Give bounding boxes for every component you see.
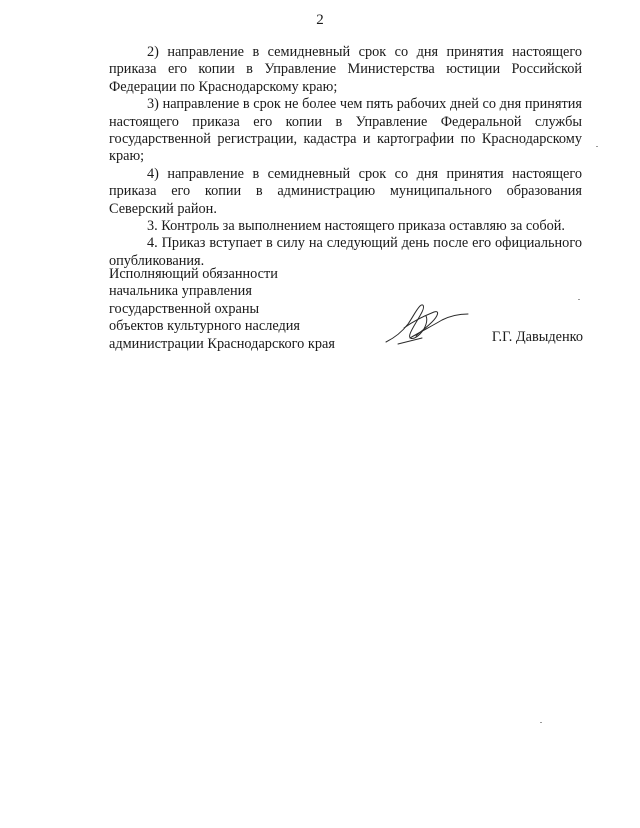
position-line: начальника управления <box>109 283 252 300</box>
handwritten-signature <box>380 298 470 348</box>
signer-name: Г.Г. Давыденко <box>491 329 583 345</box>
position-line: Исполняющий обязанности <box>109 266 278 282</box>
document-body <box>109 44 582 270</box>
position-line: объектов культурного наследия <box>109 318 300 335</box>
paragraph-item-4: 4) направление в семидневный срок со дня принятия настоящего приказа его копии в администрацию муниципального образования Северский район. <box>109 165 582 217</box>
paragraph-control: 3. Контроль за выполнением настоящего приказа оставляю за собой. <box>147 218 566 235</box>
scan-speck <box>540 722 542 723</box>
paragraph-item-2: 2) направление в семидневный срок со дня принятия настоящего приказа его копии в Управление Министерства юстиции Российской Федерации по Краснодарскому краю; <box>109 44 582 95</box>
scan-speck <box>596 146 598 147</box>
position-line: администрации Краснодарского края <box>109 335 335 352</box>
paragraph-effect: 4. Приказ вступает в силу на следующий день после его официального опубликования. <box>109 235 582 269</box>
signatory-position <box>109 266 335 353</box>
page-number: 2 <box>316 12 324 28</box>
position-line: государственной охраны <box>109 300 260 317</box>
scan-speck <box>578 299 580 300</box>
paragraph-item-3: 3) направление в срок не более чем пять рабочих дней со дня принятия настоящего приказа его копии в Управление Федеральной службы государственной регистрации, кадастра и картографии по Краснодарскому краю; <box>109 96 582 165</box>
